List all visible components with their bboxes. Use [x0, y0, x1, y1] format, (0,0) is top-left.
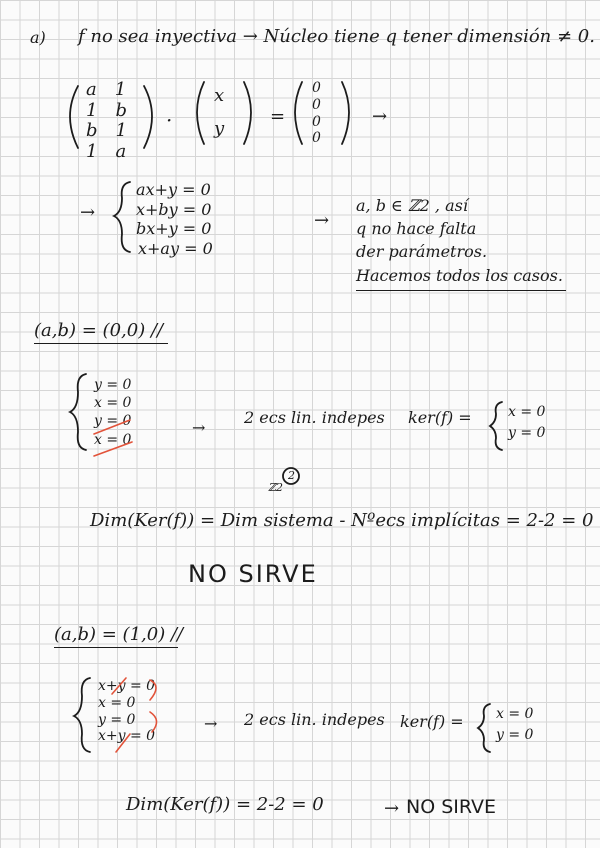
matrix-body: a 1 1 b b 1 1 a	[86, 79, 127, 163]
matrix-dot: ·	[166, 108, 173, 132]
zero-vector: 0 0 0 0	[312, 80, 321, 147]
case-heading: (a,b) = (1,0) //	[54, 626, 178, 648]
kernel-label: ker(f) =	[400, 712, 464, 731]
case-equations: x+y = 0 x = 0 y = 0 x+y = 0	[98, 678, 156, 745]
independent-note: 2 ecs lin. indepes	[244, 408, 385, 427]
statement: f no sea inyectiva → Núcleo tiene q tener dimensión ≠ 0.	[78, 26, 595, 47]
arrow-icon: →	[204, 714, 218, 733]
case-heading: (a,b) = (0,0) //	[34, 322, 168, 344]
dimension-formula: Dim(Ker(f)) = Dim sistema - Nºecs implícitas = 2-2 = 0	[90, 510, 594, 531]
verdict: NO SIRVE	[406, 796, 497, 818]
arrow-icon: →	[80, 202, 96, 223]
arrow-icon: →	[384, 798, 400, 819]
verdict: NO SIRVE	[188, 560, 318, 588]
field-label: ℤ2	[268, 481, 284, 494]
case-equations: y = 0 x = 0 y = 0 x = 0	[94, 377, 132, 448]
kernel-equations: x = 0 y = 0	[508, 404, 546, 441]
part-label: a)	[30, 28, 46, 47]
arrow-icon: →	[314, 210, 330, 231]
independent-note: 2 ecs lin. indepes	[244, 710, 385, 729]
matrix-equals: =	[270, 106, 286, 127]
dimension-formula: Dim(Ker(f)) = 2-2 = 0	[126, 794, 324, 815]
field-exponent: 2	[288, 469, 295, 482]
equation-system: ax+y = 0 x+by = 0 bx+y = 0 x+ay = 0	[136, 180, 213, 258]
parameter-note: a, b ∈ ℤ2 , así q no hace falta der parámetros. Hacemos todos los casos.	[356, 194, 566, 291]
kernel-label: ker(f) =	[408, 408, 472, 427]
kernel-equations: x = 0 y = 0	[496, 706, 534, 743]
arrow-icon: →	[372, 106, 388, 127]
vector-body: x y	[214, 85, 225, 139]
arrow-icon: →	[192, 418, 206, 437]
